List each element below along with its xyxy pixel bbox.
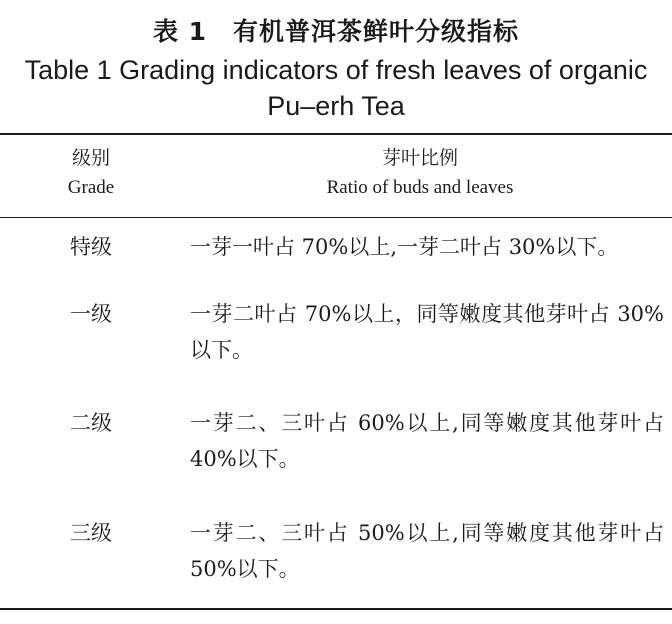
header-grade-cn: 级别 <box>71 147 110 169</box>
header-ratio <box>180 143 660 203</box>
table-bottom-rule <box>0 608 672 610</box>
header-ratio-cn: 芽叶比例 <box>381 147 458 169</box>
table-row-grade: 三级 <box>70 521 112 545</box>
table-row-ratio: 一芽二、三叶占 50%以上,同等嫩度其他芽叶占 50%以下。 <box>190 521 664 581</box>
table-row-grade: 一级 <box>70 302 112 326</box>
table-row-ratio: 一芽二、三叶占 60%以上,同等嫩度其他芽叶占 40%以下。 <box>190 411 664 471</box>
table-row-grade: 二级 <box>70 411 112 435</box>
header-ratio-en: Ratio of buds and leaves <box>326 177 514 198</box>
table-title-chinese: 表 1 有机普洱茶鲜叶分级指标 <box>152 17 520 46</box>
header-grade-en: Grade <box>67 177 115 198</box>
table-row-ratio: 一芽一叶占 70%以上,一芽二叶占 30%以下。 <box>190 235 619 259</box>
header-grade <box>20 143 162 203</box>
table-top-rule <box>0 133 672 135</box>
table-row-grade: 特级 <box>70 235 112 259</box>
table-row-ratio: 一芽二叶占 70%以上，同等嫩度其他芽叶占 30%以下。 <box>190 302 664 362</box>
table-title-english: Table 1 Grading indicators of fresh leaves of organic Pu–erh Tea <box>24 55 648 121</box>
table-header-rule <box>0 217 672 218</box>
